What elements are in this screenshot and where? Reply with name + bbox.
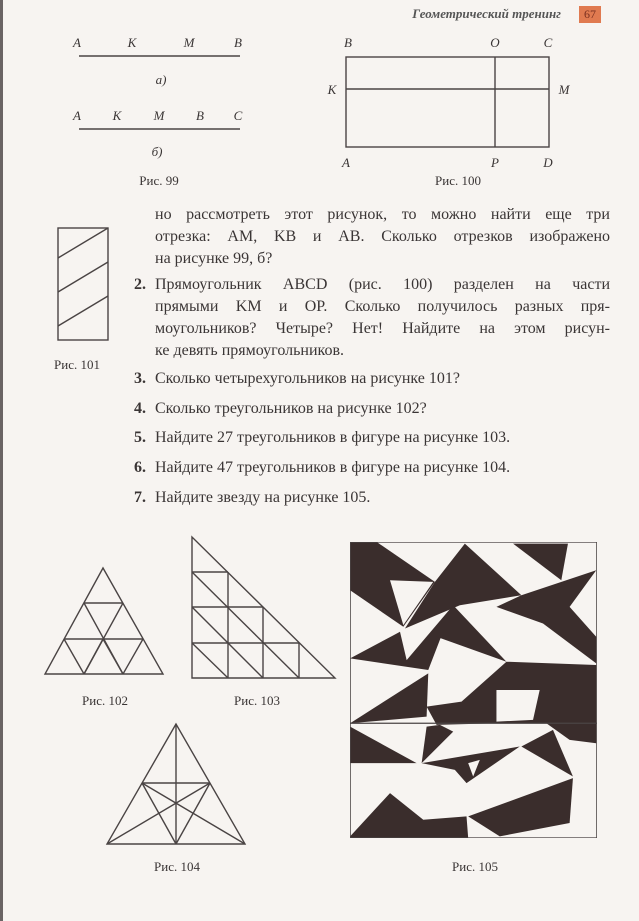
fig99a-label-B: B [234,35,242,50]
fig100-label-D: D [543,155,553,170]
fig99a-label-M: M [183,35,195,50]
running-header: Геометрический тренинг [412,6,561,21]
fig99a-label-K: K [127,35,137,50]
fig101-caption: Рис. 101 [54,357,100,372]
item-3-text: Сколько четырехугольников на рисунке 101? [155,370,460,387]
fig105-caption: Рис. 105 [452,859,498,874]
fig99b-label-K: K [112,108,122,123]
intro-line: на рисунке 99, б? [155,250,273,267]
fig99b-label-C: C [233,108,243,123]
fig99a-label-A: A [73,35,81,50]
fig100-label-B: B [344,35,352,50]
figure-101-parallelograms [58,228,108,340]
item-number: 7. [134,489,146,506]
figure-103-right-triangle-grid [192,537,335,678]
fig100-label-P: P [491,155,499,170]
item-6-text: Найдите 47 треугольников в фигуре на рисунке 104. [155,459,511,476]
figure-104-triangle-star [107,724,245,844]
figure-100-rectangle [346,57,549,147]
item-7-text: Найдите звезду на рисунке 105. [155,489,371,506]
item-4-text: Сколько треугольников на рисунке 102? [155,400,427,417]
intro-line: отрезка: AM, KB и AB. Сколько отрезков изображено [155,228,610,245]
item-2-line: ке девять прямоугольников. [155,342,345,359]
figure-105-star-puzzle [350,542,597,838]
fig99b-label-A: A [73,108,81,123]
item-2-line: прямыми KM и OP. Сколько получилось разных пря- [155,298,610,315]
fig99a-caption: а) [155,72,167,87]
fig99b-label-M: M [153,108,165,123]
item-number: 3. [134,370,146,387]
fig100-label-A: A [342,155,350,170]
item-5-text: Найдите 27 треугольников в фигуре на рисунке 103. [155,429,511,446]
fig100-label-M: M [558,82,570,97]
fig100-label-C: C [543,35,553,50]
item-number: 4. [134,400,146,417]
fig103-caption: Рис. 103 [234,693,280,708]
fig104-caption: Рис. 104 [154,859,200,874]
item-number: 2. [134,276,146,293]
item-number: 5. [134,429,146,446]
item-number: 6. [134,459,146,476]
item-2-line: моугольников? Четыре? Нет! Найдите на этом рисун- [155,320,610,337]
item-2-line: Прямоугольник ABCD (рис. 100) разделен на части [155,276,610,293]
fig102-caption: Рис. 102 [82,693,128,708]
fig100-label-K: K [327,82,337,97]
fig99-caption: Рис. 99 [139,173,179,188]
fig99b-label-B: B [196,108,204,123]
fig100-caption: Рис. 100 [435,173,481,188]
intro-line: но рассмотреть этот рисунок, то можно найти еще три [155,206,610,223]
fig99b-caption: б) [151,144,163,159]
fig100-label-O: O [490,35,500,50]
figure-102-triangle-grid [45,568,163,674]
page-number-badge: 67 [579,6,601,23]
